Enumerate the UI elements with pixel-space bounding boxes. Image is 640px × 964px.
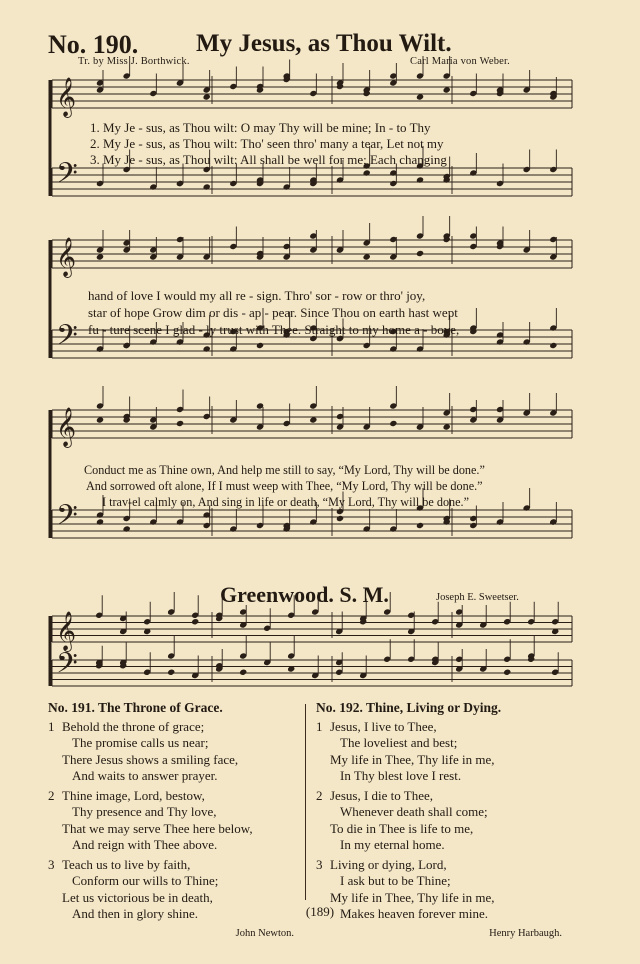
- verse-line: That we may serve Thee here below,: [62, 820, 253, 836]
- svg-text:𝄢: 𝄢: [56, 499, 78, 539]
- lyric-s3-v3: I trav-el calmly on, And sing in life or death, “My Lord, Thy will be done.”: [102, 495, 470, 509]
- verse-line: And then in glory shine.: [72, 906, 199, 921]
- lyric-s3-v1: Conduct me as Thine own, And help me still to say, “My Lord, Thy will be done.”: [84, 463, 485, 477]
- verse-line: I ask but to be Thine;: [340, 873, 451, 888]
- svg-text:𝄞: 𝄞: [56, 237, 77, 277]
- stanza: 2 Jesus, I die to Thee, Whenever death shall come; To die in Thee is life to me, In my eternal home.: [316, 788, 576, 854]
- stanza: 1 Jesus, I live to Thee, The loveliest and best; My life in Thee, Thy life in me, In Thy blest love I rest.: [316, 719, 576, 785]
- lyric-s2-v1: hand of love I would my all re - sign. Thro' sor - row or thro' joy,: [88, 288, 426, 303]
- svg-text:𝄞: 𝄞: [56, 407, 77, 447]
- verse-line: Behold the throne of grace;: [62, 718, 205, 734]
- lyric-s2-v2: star of hope Grow dim or dis - ap - pear. Since Thou on earth hast wept: [88, 305, 458, 320]
- svg-text:𝄢: 𝄢: [56, 647, 78, 687]
- verse-line: Conform our wills to Thine;: [72, 873, 219, 888]
- hymn-192-heading: No. 192. Thine, Living or Dying.: [316, 700, 502, 715]
- verse-line: There Jesus shows a smiling face,: [62, 751, 239, 767]
- verse-line: And reign with Thee above.: [72, 837, 218, 852]
- verse-line: Whenever death shall come;: [340, 804, 488, 819]
- verse-line: Jesus, I die to Thee,: [330, 787, 434, 803]
- stanza: 3 Living or dying, Lord, I ask but to be Thine; My life in Thee, Thy life in me, Makes heaven forever mine.: [316, 857, 576, 923]
- verse-line: My life in Thee, Thy life in me,: [330, 889, 495, 905]
- svg-text:𝄞: 𝄞: [56, 77, 77, 117]
- verse-line: The loveliest and best;: [340, 735, 458, 750]
- hymn-number: No. 190.: [48, 30, 139, 59]
- lyric-s3-v2: And sorrowed oft alone, If I must weep with Thee, “My Lord, Thy will be done.”: [86, 479, 483, 493]
- lyric-s2-v3: fu - ture scene I glad - ly trust with Thee. Straight to my home a - bove,: [88, 322, 460, 337]
- verse-line: Let us victorious be in death,: [62, 889, 213, 905]
- hymn-191-author: John Newton.: [235, 927, 294, 939]
- verse-line: In my eternal home.: [340, 837, 445, 852]
- verse-line: Teach us to live by faith,: [62, 856, 191, 872]
- verse-line: To die in Thee is life to me,: [330, 820, 474, 836]
- tune-title: Greenwood. S. M.: [220, 582, 389, 607]
- svg-text:𝄢: 𝄢: [56, 157, 78, 197]
- hymn-title: My Jesus, as Thou Wilt.: [196, 30, 452, 57]
- tune-composer: Joseph E. Sweetser.: [436, 592, 519, 603]
- svg-text:𝄢: 𝄢: [56, 319, 78, 359]
- translator-credit: Tr. by Miss J. Borthwick.: [78, 56, 190, 67]
- lyric-s1-v3: 3. My Je - sus, as Thou wilt: All shall be well for me; Each changing: [90, 152, 447, 167]
- verse-line: Jesus, I live to Thee,: [330, 718, 437, 734]
- verse-line: The promise calls us near;: [72, 735, 209, 750]
- column-divider: [305, 704, 306, 900]
- stanza: 3 Teach us to live by faith, Conform our wills to Thine; Let us victorious be in death, And then in glory shine.: [48, 857, 308, 923]
- hymn-191-heading: No. 191. The Throne of Grace.: [48, 700, 223, 715]
- verse-line: And waits to answer prayer.: [72, 768, 218, 783]
- verse-line: Thy presence and Thy love,: [72, 804, 217, 819]
- lyric-s1-v2: 2. My Je - sus, as Thou wilt: Tho' seen thro' many a tear, Let not my: [90, 136, 444, 151]
- composer-credit: Carl Maria von Weber.: [410, 56, 510, 67]
- verse-line: Thine image, Lord, bestow,: [62, 787, 205, 803]
- stanza: 2 Thine image, Lord, bestow, Thy presence and Thy love, That we may serve Thee here below, And reign with Thee above.: [48, 788, 308, 854]
- verse-line: Makes heaven forever mine.: [340, 906, 488, 921]
- hymn-192-author: Henry Harbaugh.: [489, 927, 562, 939]
- page-number: (189): [305, 904, 335, 919]
- verse-line: Living or dying, Lord,: [330, 856, 447, 872]
- verse-line: My life in Thee, Thy life in me,: [330, 751, 495, 767]
- verse-line: In Thy blest love I rest.: [340, 768, 462, 783]
- stanza: 1 Behold the throne of grace; The promise calls us near; There Jesus shows a smiling face, And waits to answer prayer.: [48, 719, 308, 785]
- lyric-s1-v1: 1. My Je - sus, as Thou wilt: O may Thy will be mine; In - to Thy: [90, 120, 431, 135]
- svg-text:𝄞: 𝄞: [56, 611, 77, 651]
